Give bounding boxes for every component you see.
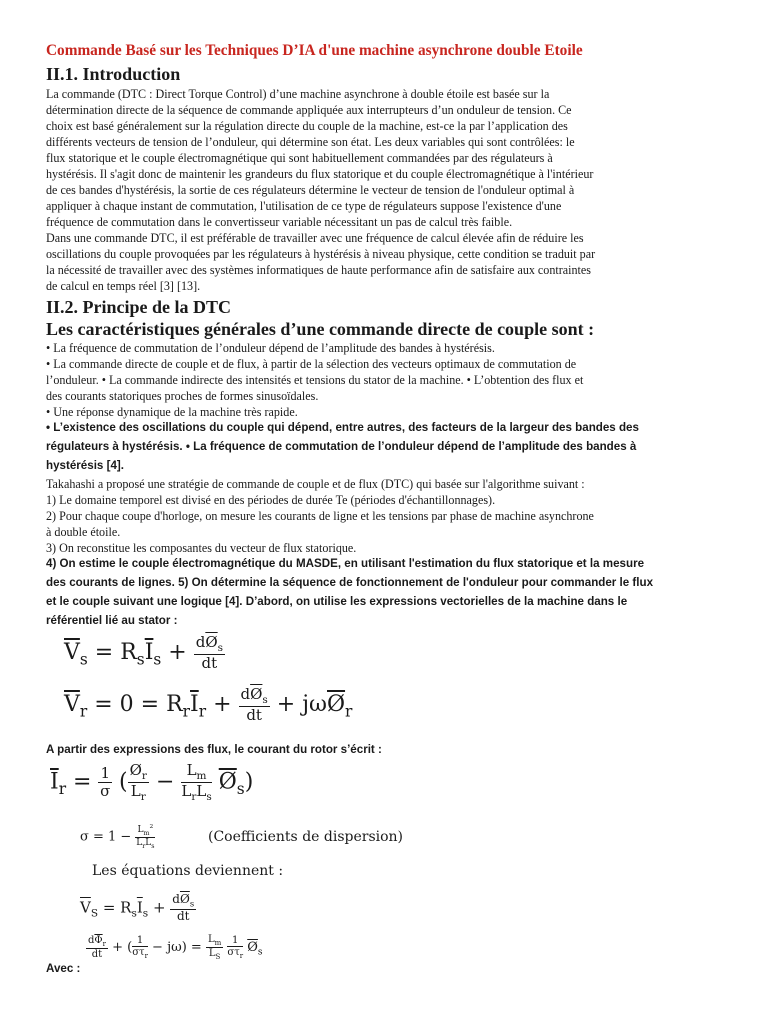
equation-rotor-current: $\overline{I}_r$ = $\frac{1}{\sigma}$ ( $\frac{Ø_r}{L_r}$ − $\frac{L_m}{L_rL_s}$ $\overline{Ø}_s$) <box>50 761 254 804</box>
paragraph-line: hystérésis. Il s'agit donc de maintenir les grandeurs du flux statorique et du couple électromagnétique à l'intérieur <box>46 167 594 181</box>
paragraph-line: la nécessité de travailler avec des systèmes informatiques de haute performance afin de satisfaire aux contraintes <box>46 263 591 277</box>
bold-bullet-line: hystérésis [4]. <box>46 459 124 472</box>
algorithm-line: 2) Pour chaque coupe d'horloge, on mesure les courants de ligne et les tensions par phase de machine asynchrone <box>46 509 594 523</box>
bold-algorithm-line: et le couple suivant une logique [4]. D’abord, on utilise les expressions vectorielles de la machine dans le <box>46 595 628 608</box>
flux-intro-text: A partir des expressions des flux, le courant du rotor s’écrit : <box>46 743 382 756</box>
bullet-line: • Une réponse dynamique de la machine très rapide. <box>46 405 298 419</box>
sigma-note: (Coefficients de dispersion) <box>208 829 404 845</box>
bold-algorithm-line: des courants de lignes. 5) On détermine la séquence de fonctionnement de l'onduleur pour commander le flux <box>46 576 654 589</box>
bold-bullet-line: régulateurs à hystérésis. • La fréquence de commutation de l’onduleur dépend de l’amplitude des bandes à <box>46 440 637 453</box>
paragraph-line: choix est basé généralement sur la régulation directe du couple de la machine, est-ce la par l’application des <box>46 119 568 133</box>
paragraph-line: détermination directe de la séquence de commande appliquée aux interrupteurs d’un onduleur de tension. Ce <box>46 103 572 117</box>
algorithm-line: Takahashi a proposé une stratégie de commande de couple et de flux (DTC) qui basée sur l'algorithme suivant : <box>46 477 585 491</box>
equation-stator-voltage: $\overline{V}_s = R_s\overline{I}_s$ + $\frac{d\overline{Ø}_s}{dt}$ <box>64 633 224 673</box>
algorithm-line: 1) Le domaine temporel est divisé en des périodes de durée Te (périodes d'échantillonnages). <box>46 493 496 507</box>
bullet-line: • La fréquence de commutation de l’onduleur dépend de l’amplitude des bandes à hystérésis. <box>46 341 495 355</box>
paragraph-line: de calcul en temps réel [3] [13]. <box>46 279 201 293</box>
bold-bullet-line: • L’existence des oscillations du couple qui dépend, entre autres, des facteurs de la largeur des bandes des <box>46 421 639 434</box>
bullet-line: l’onduleur. • La commande indirecte des intensités et tensions du stator de la machine. • L’obtention des flux et <box>46 373 584 387</box>
document-title: Commande Basé sur les Techniques D’IA d'une machine asynchrone double Etoile <box>46 42 583 59</box>
bold-algorithm-line: 4) On estime le couple électromagnétique du MASDE, en utilisant l'estimation du flux statorique et la mesure <box>46 557 645 570</box>
bold-algorithm-line: référentiel lié au stator : <box>46 614 178 627</box>
avec-label: Avec : <box>46 962 81 975</box>
bullet-line: des courants statoriques proches de formes sinusoïdales. <box>46 389 319 403</box>
paragraph-line: de ces bandes d'hystérésis, la sortie de ces régulateurs détermine le vecteur de tension de l'onduleur optimal à <box>46 183 575 197</box>
equation-stator-voltage-2: $\overline{V}_S = R_s\overline{I}_s$ + $\frac{d\overline{Ø}_s}{dt}$ <box>80 892 195 924</box>
algorithm-line: à double étoile. <box>46 525 121 539</box>
paragraph-line: fréquence de commutation dans le convertisseur variable nécessitant un pas de calcul très faible. <box>46 215 513 229</box>
section-heading-principe: II.2. Principe de la DTC <box>46 297 232 317</box>
section-subheading: Les caractéristiques générales d’une commande directe de couple sont : <box>46 319 595 339</box>
equation-rotor-voltage: $\overline{V}_r = 0 = R_r\overline{I}_r$ + $\frac{d\overline{Ø}_s}{dt}$ + $j\omega\overline{Ø}_r$ <box>64 685 353 725</box>
equation-sigma: σ = 1 − $\frac{L_m^2}{L_rL_s}$ <box>80 824 155 850</box>
algorithm-line: 3) On reconstitue les composantes du vecteur de flux statorique. <box>46 541 357 555</box>
paragraph-line: Dans une commande DTC, il est préférable de travailler avec une fréquence de calcul élevée afin de réduire les <box>46 231 584 245</box>
section-heading-introduction: II.1. Introduction <box>46 64 181 84</box>
paragraph-line: différents vecteurs de tension de l’onduleur, qui détermine son état. Les deux variables qui sont contrôlées: le <box>46 135 575 149</box>
paragraph-line: flux statorique et le couple électromagnétique qui sont habituellement commandées par des régulateurs à <box>46 151 553 165</box>
bullet-line: • La commande directe de couple et de flux, à partir de la sélection des vecteurs optimaux de commutation de <box>46 357 577 371</box>
paragraph-line: appliquer à chaque instant de commutation, l'utilisation de ce type de régulateurs suppose l'existence d'une <box>46 199 562 213</box>
equations-become-text: Les équations deviennent : <box>92 863 284 879</box>
paragraph-line: La commande (DTC : Direct Torque Control) d’une machine asynchrone à double étoile est basée sur la <box>46 87 550 101</box>
paragraph-line: oscillations du couple provoquées par les régulateurs à hystérésis à niveau physique, cette condition se traduit par <box>46 247 596 261</box>
equation-rotor-flux: $\frac{d\overline{\Phi}_r}{dt}$ + ( $\frac{1}{\sigma\tau_r}$ − jω) = $\frac{L_m}{L_S}$ $\frac{1}{\sigma\tau_r}$ $\overline{Ø}_s$ <box>88 934 263 962</box>
